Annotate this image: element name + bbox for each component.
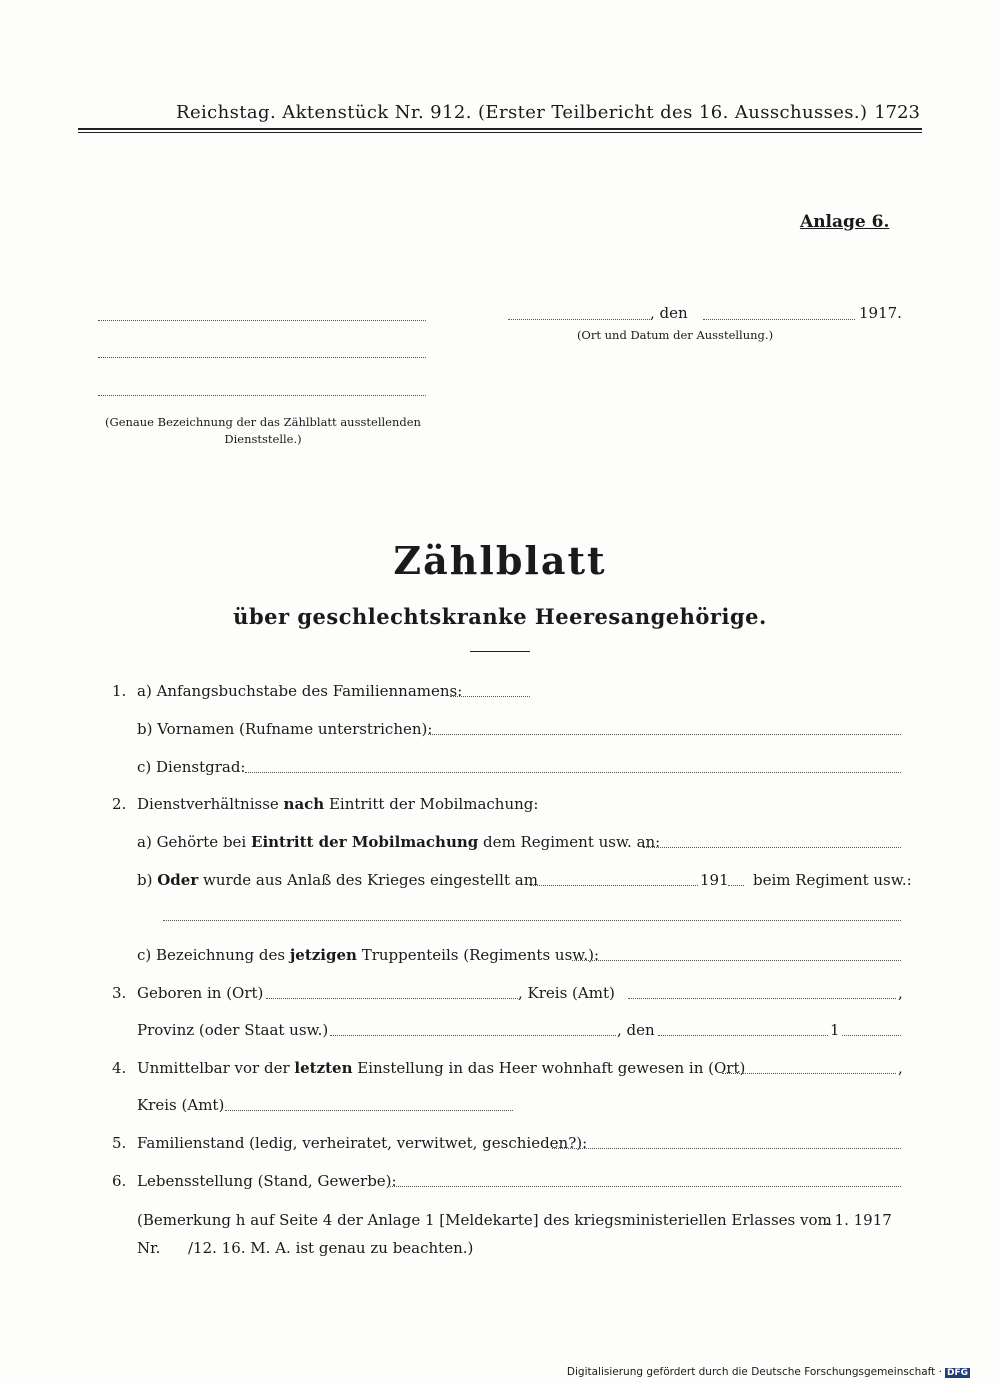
occupation-field[interactable] bbox=[388, 1186, 901, 1187]
province-label: Provinz (oder Staat usw.) bbox=[137, 1021, 329, 1039]
dfg-logo: DFG bbox=[946, 1368, 968, 1378]
surname-initial-field[interactable] bbox=[450, 696, 530, 697]
birth-date-label: , den bbox=[617, 1021, 655, 1039]
residence-district-field[interactable] bbox=[225, 1110, 513, 1111]
issuer-line-3[interactable] bbox=[98, 395, 426, 396]
form-title: Zählblatt bbox=[393, 538, 607, 583]
issuer-line-1[interactable] bbox=[98, 320, 426, 321]
header-rule bbox=[78, 128, 922, 130]
rank-field[interactable] bbox=[245, 772, 901, 773]
page-number: 1723 bbox=[874, 102, 920, 123]
issuer-caption: (Genaue Bezeichnung der das Zählblatt ausstellenden Dienststelle.) bbox=[105, 415, 421, 446]
page-header bbox=[78, 100, 922, 130]
note-line-1: (Bemerkung h auf Seite 4 der Anlage 1 [Meldekarte] des kriegsministeriellen Erlasses vom bbox=[137, 1211, 832, 1229]
footer-text: Digitalisierung gefördert durch die Deutsche Forschungsgemeinschaft · bbox=[566, 1366, 942, 1378]
enlistment-regiment-field[interactable] bbox=[163, 920, 901, 921]
header-rule-thin bbox=[78, 132, 922, 133]
first-names-field[interactable] bbox=[428, 734, 901, 735]
item-2-heading: Dienstverhältnisse nach Eintritt der Mobilmachung: bbox=[137, 795, 539, 813]
title-divider bbox=[470, 651, 530, 652]
header-title: Reichstag. Aktenstück Nr. 912. (Erster Teilbericht des 16. Ausschusses.) bbox=[176, 102, 868, 123]
birth-district-field[interactable] bbox=[628, 998, 896, 999]
regiment-at-mobilization-field[interactable] bbox=[643, 847, 901, 848]
birthplace-label: Geboren in (Ort) bbox=[137, 984, 264, 1002]
item-1a-label: a) Anfangsbuchstabe des Familiennamens: bbox=[137, 682, 463, 700]
item-number-5: 5. bbox=[112, 1134, 127, 1152]
issuer-line-2[interactable] bbox=[98, 357, 426, 358]
residence-comma: , bbox=[898, 1059, 903, 1077]
item-2a-label: a) Gehörte bei Eintritt der Mobilmachung dem Regiment usw. an: bbox=[137, 833, 661, 851]
place-date-caption: (Ort und Datum der Ausstellung.) bbox=[576, 328, 774, 342]
year-label: 1917. bbox=[859, 304, 902, 322]
current-unit-field[interactable] bbox=[572, 960, 901, 961]
den-label: , den bbox=[650, 304, 688, 322]
residence-district-label: Kreis (Amt) bbox=[137, 1096, 225, 1114]
note-nr-label: Nr. bbox=[137, 1239, 161, 1257]
item-number-1: 1. bbox=[112, 682, 127, 700]
item-number-2: 2. bbox=[112, 795, 127, 813]
birth-district-comma: , bbox=[898, 984, 903, 1002]
note-line-2: /12. 16. M. A. ist genau zu beachten.) bbox=[188, 1239, 474, 1257]
birthplace-field[interactable] bbox=[266, 998, 518, 999]
item-number-4: 4. bbox=[112, 1059, 127, 1077]
occupation-label: Lebensstellung (Stand, Gewerbe): bbox=[137, 1172, 397, 1190]
item-2b-label: b) Oder wurde aus Anlaß des Krieges eingestellt am bbox=[137, 871, 538, 889]
residence-label: Unmittelbar vor der letzten Einstellung in das Heer wohnhaft gewesen in (Ort) bbox=[137, 1059, 746, 1077]
residence-field[interactable] bbox=[722, 1073, 896, 1074]
item-number-3: 3. bbox=[112, 984, 127, 1002]
form-subtitle: über geschlechtskranke Heeresangehörige. bbox=[233, 604, 767, 629]
marital-status-label: Familienstand (ledig, verheiratet, verwitwet, geschieden?): bbox=[137, 1134, 588, 1152]
item-1b-label: b) Vornamen (Rufname unterstrichen): bbox=[137, 720, 433, 738]
province-field[interactable] bbox=[330, 1035, 616, 1036]
birth-district-label: , Kreis (Amt) bbox=[518, 984, 615, 1002]
item-2b-tail: beim Regiment usw.: bbox=[753, 871, 912, 889]
note-date: . 1. 1917 bbox=[825, 1211, 892, 1229]
place-field[interactable] bbox=[508, 319, 650, 320]
marital-status-field[interactable] bbox=[552, 1148, 901, 1149]
enlistment-date-field[interactable] bbox=[530, 885, 698, 886]
item-number-6: 6. bbox=[112, 1172, 127, 1190]
item-1c-label: c) Dienstgrad: bbox=[137, 758, 246, 776]
date-field[interactable] bbox=[703, 319, 855, 320]
birth-date-field[interactable] bbox=[658, 1035, 828, 1036]
item-2c-label: c) Bezeichnung des jetzigen Truppenteils (Regiments usw.): bbox=[137, 946, 600, 964]
birth-year-field[interactable] bbox=[842, 1035, 901, 1036]
enlistment-year-field[interactable] bbox=[728, 885, 744, 886]
digitization-footer bbox=[567, 1366, 970, 1378]
birth-year-prefix: 1 bbox=[830, 1021, 840, 1039]
item-2b-year: 191 bbox=[700, 871, 729, 889]
anlage-label: Anlage 6. bbox=[800, 212, 890, 232]
